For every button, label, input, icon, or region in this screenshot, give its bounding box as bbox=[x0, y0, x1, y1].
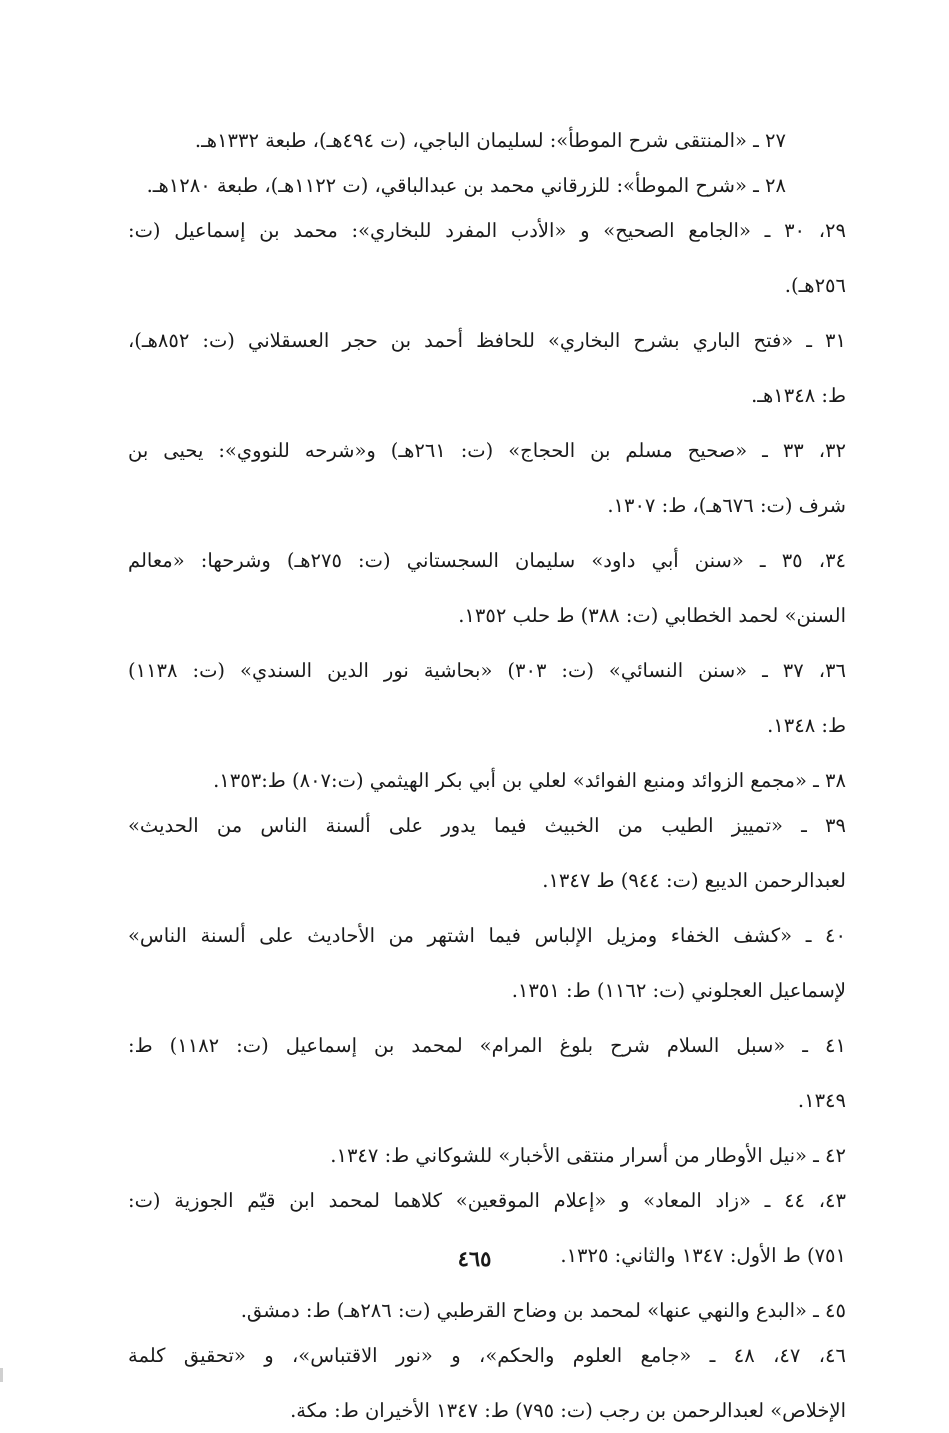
entry-31-line-1: ٣١ ـ «فتح الباري بشرح البخاري» للحافظ أحمد بن حجر العسقلاني (ت: ٨٥٢هـ)، bbox=[128, 329, 846, 352]
entry-39-line-2: لعبدالرحمن الديبع (ت: ٩٤٤) ط ١٣٤٧. bbox=[542, 869, 846, 892]
scan-edge-mark bbox=[0, 1368, 3, 1382]
entry-38-line-1: ٣٨ ـ «مجمع الزوائد ومنبع الفوائد» لعلي بن أبي بكر الهيثمي (ت:٨٠٧) ط:١٣٥٣. bbox=[213, 769, 846, 792]
entry-28-line-1: ٢٨ ـ «شرح الموطأ»: للزرقاني محمد بن عبدالباقي، (ت ١١٢٢هـ)، طبعة ١٢٨٠هـ. bbox=[146, 174, 786, 197]
entry-46-48-line-2: الإخلاص» لعبدالرحمن بن رجب (ت: ٧٩٥) ط: ١٣٤٧ الأخيران ط: مكة. bbox=[290, 1399, 846, 1422]
entry-36-37-line-1: ٣٦، ٣٧ ـ «سنن النسائي» (ت: ٣٠٣) «بحاشية نور الدين السندي» (ت: ١١٣٨) bbox=[128, 659, 846, 682]
entry-40-line-1: ٤٠ ـ «كشف الخفاء ومزيل الإلباس فيما اشتهر من الأحاديث على ألسنة الناس» bbox=[128, 924, 846, 947]
entry-43-44-line-2: ٧٥١) ط الأول: ١٣٤٧ والثاني: ١٣٢٥. bbox=[560, 1244, 846, 1267]
entry-29-30-line-1: ٢٩، ٣٠ ـ «الجامع الصحيح» و «الأدب المفرد للبخاري»: محمد بن إسماعيل (ت: bbox=[128, 219, 846, 242]
entry-40-line-2: لإسماعيل العجلوني (ت: ١١٦٢) ط: ١٣٥١. bbox=[511, 979, 846, 1002]
entry-39-line-1: ٣٩ ـ «تمييز الطيب من الخبيث فيما يدور على ألسنة الناس من الحديث» bbox=[128, 814, 846, 837]
bibliography-list bbox=[128, 118, 846, 1433]
entry-34-35-line-2: السنن» لحمد الخطابي (ت: ٣٨٨) ط حلب ١٣٥٢. bbox=[458, 604, 846, 627]
entry-41-line-1: ٤١ ـ «سبل السلام شرح بلوغ المرام» لمحمد بن إسماعيل (ت: ١١٨٢) ط: bbox=[128, 1034, 846, 1057]
entry-29-30-line-2: ٢٥٦هـ). bbox=[784, 274, 846, 297]
entry-27-line-1: ٢٧ ـ «المنتقى شرح الموطأ»: لسليمان الباجي، (ت ٤٩٤هـ)، طبعة ١٣٣٢هـ. bbox=[194, 129, 786, 152]
entry-31-line-2: ط: ١٣٤٨هـ. bbox=[751, 384, 846, 407]
entry-36-37-line-2: ط: ١٣٤٨. bbox=[767, 714, 846, 737]
entry-45-line-1: ٤٥ ـ «البدع والنهي عنها» لمحمد بن وضاح القرطبي (ت: ٢٨٦هـ) ط: دمشق. bbox=[240, 1299, 846, 1322]
entry-41-line-2: ١٣٤٩. bbox=[797, 1089, 846, 1112]
entry-46-48-line-1: ٤٦، ٤٧، ٤٨ ـ «جامع العلوم والحكم»، و «نور الاقتباس»، و «تحقيق كلمة bbox=[128, 1344, 846, 1367]
page-number: ٤٦٥ bbox=[457, 1246, 492, 1271]
entry-43-44-line-1: ٤٣، ٤٤ ـ «زاد المعاد» و «إعلام الموقعين» كلاهما لمحمد ابن قيّم الجوزية (ت: bbox=[128, 1189, 846, 1212]
entry-32-33-line-2: شرف (ت: ٦٧٦هـ)، ط: ١٣٠٧. bbox=[607, 494, 846, 517]
entry-42-line-1: ٤٢ ـ «نيل الأوطار من أسرار منتقى الأخبار» للشوكاني ط: ١٣٤٧. bbox=[330, 1144, 846, 1167]
entry-32-33-line-1: ٣٢، ٣٣ ـ «صحيح مسلم بن الحجاج» (ت: ٢٦١هـ) و«شرحه للنووي»: يحيى بن bbox=[128, 439, 846, 462]
entry-34-35-line-1: ٣٤، ٣٥ ـ «سنن أبي داود» سليمان السجستاني (ت: ٢٧٥هـ) وشرحها: «معالم bbox=[128, 549, 847, 572]
